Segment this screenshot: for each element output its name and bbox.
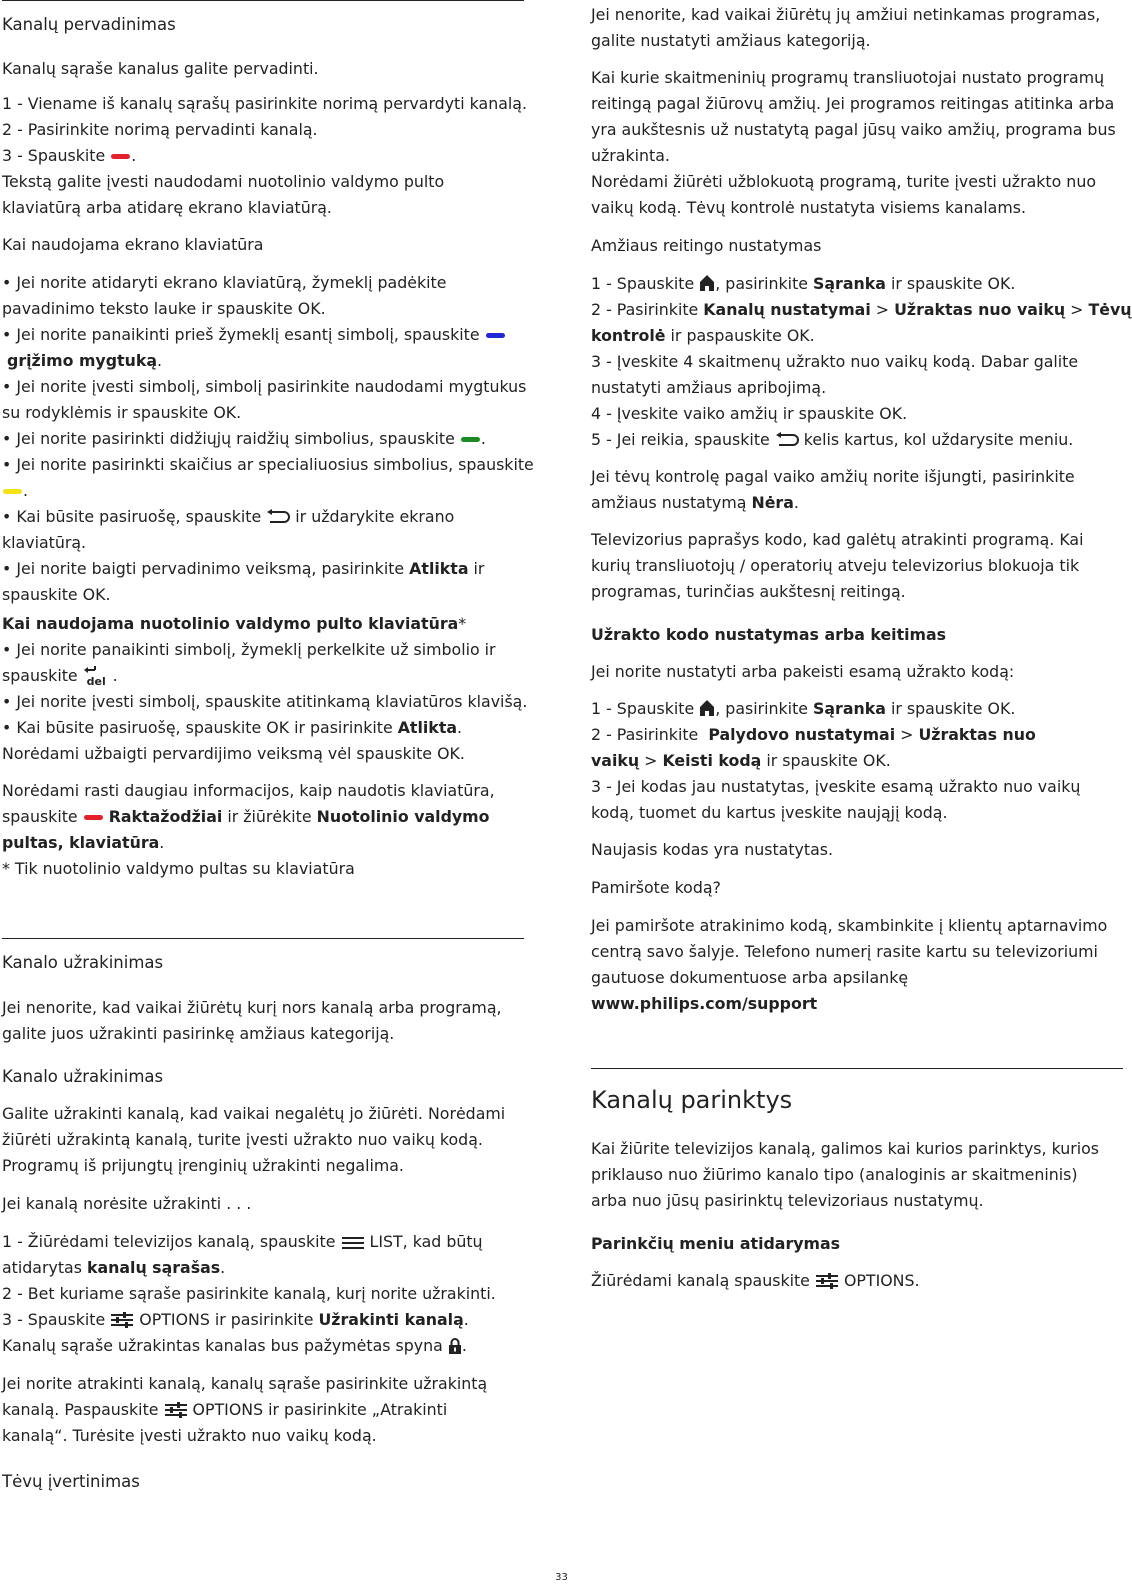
paragraph: Televizorius paprašys kodo, kad galėtų atrakinti programą. Kai (591, 530, 1084, 549)
paragraph: Norėdami rasti daugiau informacijos, kaip naudotis klaviatūra, (2, 781, 495, 800)
bullet: • Jei norite pasirinkti didžiųjų raidžių simbolius, spauskite . (2, 429, 486, 448)
paragraph: Tekstą galite įvesti naudodami nuotolinio valdymo pulto (2, 172, 445, 191)
bullet: • Jei norite įvesti simbolį, spauskite atitinkamą klaviatūros klavišą. (2, 692, 528, 711)
list-item: 3 - Jei kodas jau nustatytas, įveskite esamą užrakto nuo vaikų (591, 777, 1081, 796)
paragraph: Žiūrėdami kanalą spauskite OPTIONS. (591, 1271, 920, 1290)
paragraph: kanalą“. Turėsite įvesti užrakto nuo vaikų kodą. (2, 1426, 377, 1445)
list-item: 1 - Viename iš kanalų sąrašų pasirinkite norimą pervardyti kanalą. (2, 94, 527, 113)
paragraph: centrą savo šalyje. Telefono numerį rasite kartu su televizoriumi (591, 942, 1098, 961)
paragraph: Pamiršote kodą? (591, 878, 721, 897)
paragraph: Galite užrakinti kanalą, kad vaikai negalėtų jo žiūrėti. Norėdami (2, 1104, 506, 1123)
options-icon (110, 1312, 134, 1328)
paragraph: galite nustatyti amžiaus kategoriją. (591, 31, 871, 50)
list-item: kontrolė ir paspauskite OK. (591, 326, 815, 345)
paragraph: amžiaus nustatymą Nėra. (591, 493, 799, 512)
paragraph: klaviatūrą arba atidarę ekrano klaviatūrą. (2, 198, 332, 217)
green-key-icon (461, 437, 480, 442)
paragraph: reitingą pagal žiūrovų amžių. Jei programos reitingas atitinka arba (591, 94, 1115, 113)
list-item: 3 - Spauskite . (2, 146, 137, 165)
paragraph: žiūrėti užrakintą kanalą, turite įvesti užrakto nuo vaikų kodą. (2, 1130, 483, 1149)
paragraph: kanalą. Paspauskite OPTIONS ir pasirinkite „Atrakinti (2, 1400, 448, 1419)
bullet: • Kai būsite pasiruošę, spauskite ir uždarykite ekrano (2, 507, 455, 526)
paragraph: Naujasis kodas yra nustatytas. (591, 840, 833, 859)
home-icon (699, 699, 715, 717)
paragraph: pultas, klaviatūra. (2, 833, 165, 852)
paragraph: Kanalų sąraše kanalus galite pervadinti. (2, 59, 319, 78)
list-item: 1 - Žiūrėdami televizijos kanalą, spauskite LIST, kad būtų (2, 1232, 483, 1251)
list-item: 1 - Spauskite , pasirinkite Sąranka ir spauskite OK. (591, 699, 1016, 718)
list-item: 2 - Pasirinkite Kanalų nustatymai > Užraktas nuo vaikų > Tėvų (591, 300, 1132, 319)
list-item: 5 - Jei reikia, spauskite kelis kartus, kol uždarysite meniu. (591, 430, 1074, 449)
list-item: 2 - Pasirinkite norimą pervadinti kanalą. (2, 120, 318, 139)
page-number: 33 (555, 1572, 568, 1583)
del-key-icon: del (83, 666, 113, 684)
paragraph: Jei kanalą norėsite užrakinti . . . (2, 1194, 252, 1213)
bullet: su rodyklėmis ir spauskite OK. (2, 403, 242, 422)
bullet: • Jei norite baigti pervadinimo veiksmą, pasirinkite Atlikta ir (2, 559, 485, 578)
lock-icon (448, 1338, 462, 1354)
paragraph: Kai žiūrite televizijos kanalą, galimos kai kurios parinktys, kurios (591, 1139, 1100, 1158)
subheading: Tėvų įvertinimas (2, 1472, 140, 1491)
divider (2, 0, 524, 1)
paragraph: Jei norite atrakinti kanalą, kanalų sąraše pasirinkite užrakintą (2, 1374, 488, 1393)
paragraph: Programų iš prijungtų įrenginių užrakinti negalima. (2, 1156, 404, 1175)
footnote: * Tik nuotolinio valdymo pultas su klaviatūra (2, 859, 355, 878)
red-key-icon (111, 154, 130, 159)
back-icon (266, 509, 290, 525)
paragraph: užrakinta. (591, 146, 670, 165)
list-item: Kanalų sąraše užrakintas kanalas bus pažymėtas spyna . (2, 1336, 467, 1355)
options-icon (815, 1273, 839, 1289)
paragraph: vaikų kodą. Tėvų kontrolė nustatyta visiems kanalams. (591, 198, 1026, 217)
subheading: Kai naudojama nuotolinio valdymo pulto klaviatūra* (2, 614, 467, 633)
subheading: Užrakto kodo nustatymas arba keitimas (591, 625, 947, 644)
home-icon (699, 274, 715, 292)
paragraph: Kai kurie skaitmeninių programų transliuotojai nustato programų (591, 68, 1105, 87)
bullet: • Jei norite panaikinti simbolį, žymeklį perkelkite už simbolio ir (2, 640, 496, 659)
paragraph: Jei nenorite, kad vaikai žiūrėtų kurį nors kanalą arba programą, (2, 998, 502, 1017)
paragraph: yra aukštesnis už nustatytą pagal jūsų vaiko amžių, programa bus (591, 120, 1116, 139)
bullet: pavadinimo teksto lauke ir spauskite OK. (2, 299, 326, 318)
support-link[interactable]: www.philips.com/support (591, 994, 818, 1013)
bullet: • Kai būsite pasiruošę, spauskite OK ir pasirinkite Atlikta. (2, 718, 463, 737)
back-icon (775, 432, 799, 448)
blue-key-icon (486, 333, 505, 338)
options-icon (164, 1402, 188, 1418)
bullet: klaviatūrą. (2, 533, 87, 552)
section-title-options: Kanalų parinktys (591, 1086, 793, 1114)
list-item: kodą, tuomet du kartus įveskite naująjį kodą. (591, 803, 948, 822)
paragraph: kurių transliuotojų / operatorių atveju televizorius blokuoja tik (591, 556, 1080, 575)
paragraph: priklauso nuo žiūrimo kanalo tipo (analoginis ar skaitmeninis) (591, 1165, 1078, 1184)
paragraph: Jei pamiršote atrakinimo kodą, skambinkite į klientų aptarnavimo (591, 916, 1108, 935)
divider (2, 938, 524, 939)
paragraph: Jei norite nustatyti arba pakeisti esamą užrakto kodą: (591, 662, 1015, 681)
paragraph: Norėdami žiūrėti užblokuotą programą, turite įvesti užrakto nuo (591, 172, 1096, 191)
red-key-icon (84, 815, 103, 820)
section-title-lock: Kanalo užrakinimas (2, 953, 164, 972)
subheading: Amžiaus reitingo nustatymas (591, 236, 822, 255)
paragraph: Jei nenorite, kad vaikai žiūrėtų jų amžiui netinkamas programas, (591, 5, 1101, 24)
paragraph: Jei tėvų kontrolę pagal vaiko amžių norite išjungti, pasirinkite (591, 467, 1075, 486)
list-item: 4 - Įveskite vaiko amžių ir spauskite OK. (591, 404, 908, 423)
list-item: vaikų > Keisti kodą ir spauskite OK. (591, 751, 891, 770)
subheading: Parinkčių meniu atidarymas (591, 1234, 841, 1253)
paragraph: galite juos užrakinti pasirinkę amžiaus kategoriją. (2, 1024, 395, 1043)
subheading: Kanalo užrakinimas (2, 1067, 164, 1086)
list-item: atidarytas kanalų sąrašas. (2, 1258, 226, 1277)
bullet: grįžimo mygtuką. (7, 351, 163, 370)
bullet: • Jei norite atidaryti ekrano klaviatūrą, žymeklį padėkite (2, 273, 447, 292)
list-item: 2 - Bet kuriame sąraše pasirinkite kanalą, kurį norite užrakinti. (2, 1284, 496, 1303)
divider (591, 1068, 1123, 1069)
bullet: • Jei norite panaikinti prieš žymeklį esantį simbolį, spauskite (2, 322, 532, 348)
bullet: • Jei norite pasirinkti skaičius ar specialiuosius simbolius, spauskite (2, 455, 534, 474)
paragraph: programas, turinčias aukštesnį reitingą. (591, 582, 906, 601)
paragraph: Norėdami užbaigti pervardijimo veiksmą vėl spauskite OK. (2, 744, 465, 763)
paragraph: arba nuo jūsų pasirinktų televizoriaus nustatymų. (591, 1191, 984, 1210)
bullet: spauskite del . (2, 666, 118, 688)
section-title-rename: Kanalų pervadinimas (2, 15, 176, 34)
bullet: spauskite OK. (2, 585, 111, 604)
list-item: nustatyti amžiaus apribojimą. (591, 378, 827, 397)
list-item: 1 - Spauskite , pasirinkite Sąranka ir spauskite OK. (591, 274, 1016, 293)
paragraph: gautuose dokumentuose arba apsilankę (591, 968, 909, 987)
bullet: . (2, 478, 532, 504)
list-item: 3 - Įveskite 4 skaitmenų užrakto nuo vaikų kodą. Dabar galite (591, 352, 1079, 371)
paragraph: spauskite Raktažodžiai ir žiūrėkite Nuotolinio valdymo (2, 807, 490, 826)
bullet: • Jei norite įvesti simbolį, simbolį pasirinkite naudodami mygtukus (2, 377, 527, 396)
list-item: 3 - Spauskite OPTIONS ir pasirinkite Užrakinti kanalą. (2, 1310, 469, 1329)
list-item: 2 - Pasirinkite Palydovo nustatymai > Užraktas nuo (591, 725, 1036, 744)
yellow-key-icon (3, 489, 22, 494)
subheading: Kai naudojama ekrano klaviatūra (2, 235, 264, 254)
list-icon (341, 1236, 365, 1250)
